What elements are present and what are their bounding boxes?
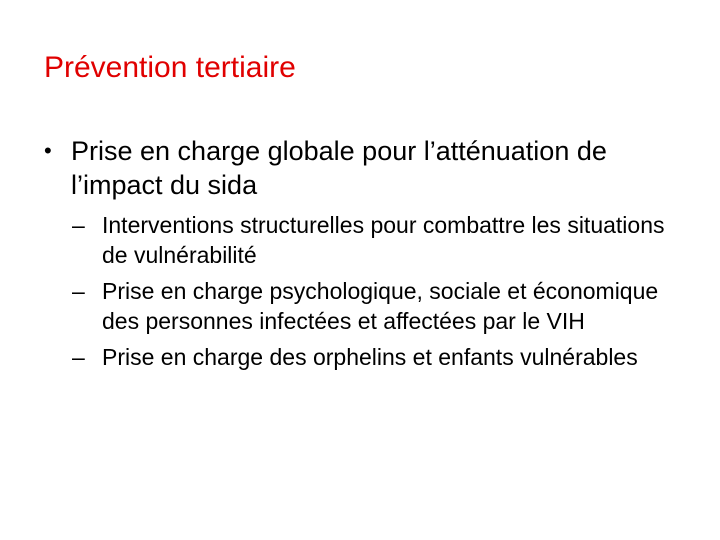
bullet-item: [44, 134, 684, 202]
sub-bullet-marker: –: [72, 344, 85, 370]
sub-bullet-marker: –: [72, 278, 85, 304]
bullet-text: Prise en charge globale pour l’atténuation de l’impact du sida: [71, 136, 607, 200]
sub-bullet-item: [72, 276, 684, 336]
slide-title: Prévention tertiaire: [44, 51, 296, 84]
sub-bullet-item: [72, 210, 684, 270]
sub-bullet-list: [72, 210, 684, 372]
sub-bullet-marker: –: [72, 212, 85, 238]
slide-content: [44, 134, 684, 378]
bullet-marker: •: [44, 138, 52, 163]
sub-bullet-text: Prise en charge des orphelins et enfants vulnérables: [102, 344, 638, 370]
sub-bullet-item: [72, 342, 684, 372]
sub-bullet-text: Prise en charge psychologique, sociale et économique des personnes infectées et affectées par le VIH: [102, 278, 659, 334]
sub-bullet-text: Interventions structurelles pour combattre les situations de vulnérabilité: [102, 212, 665, 268]
